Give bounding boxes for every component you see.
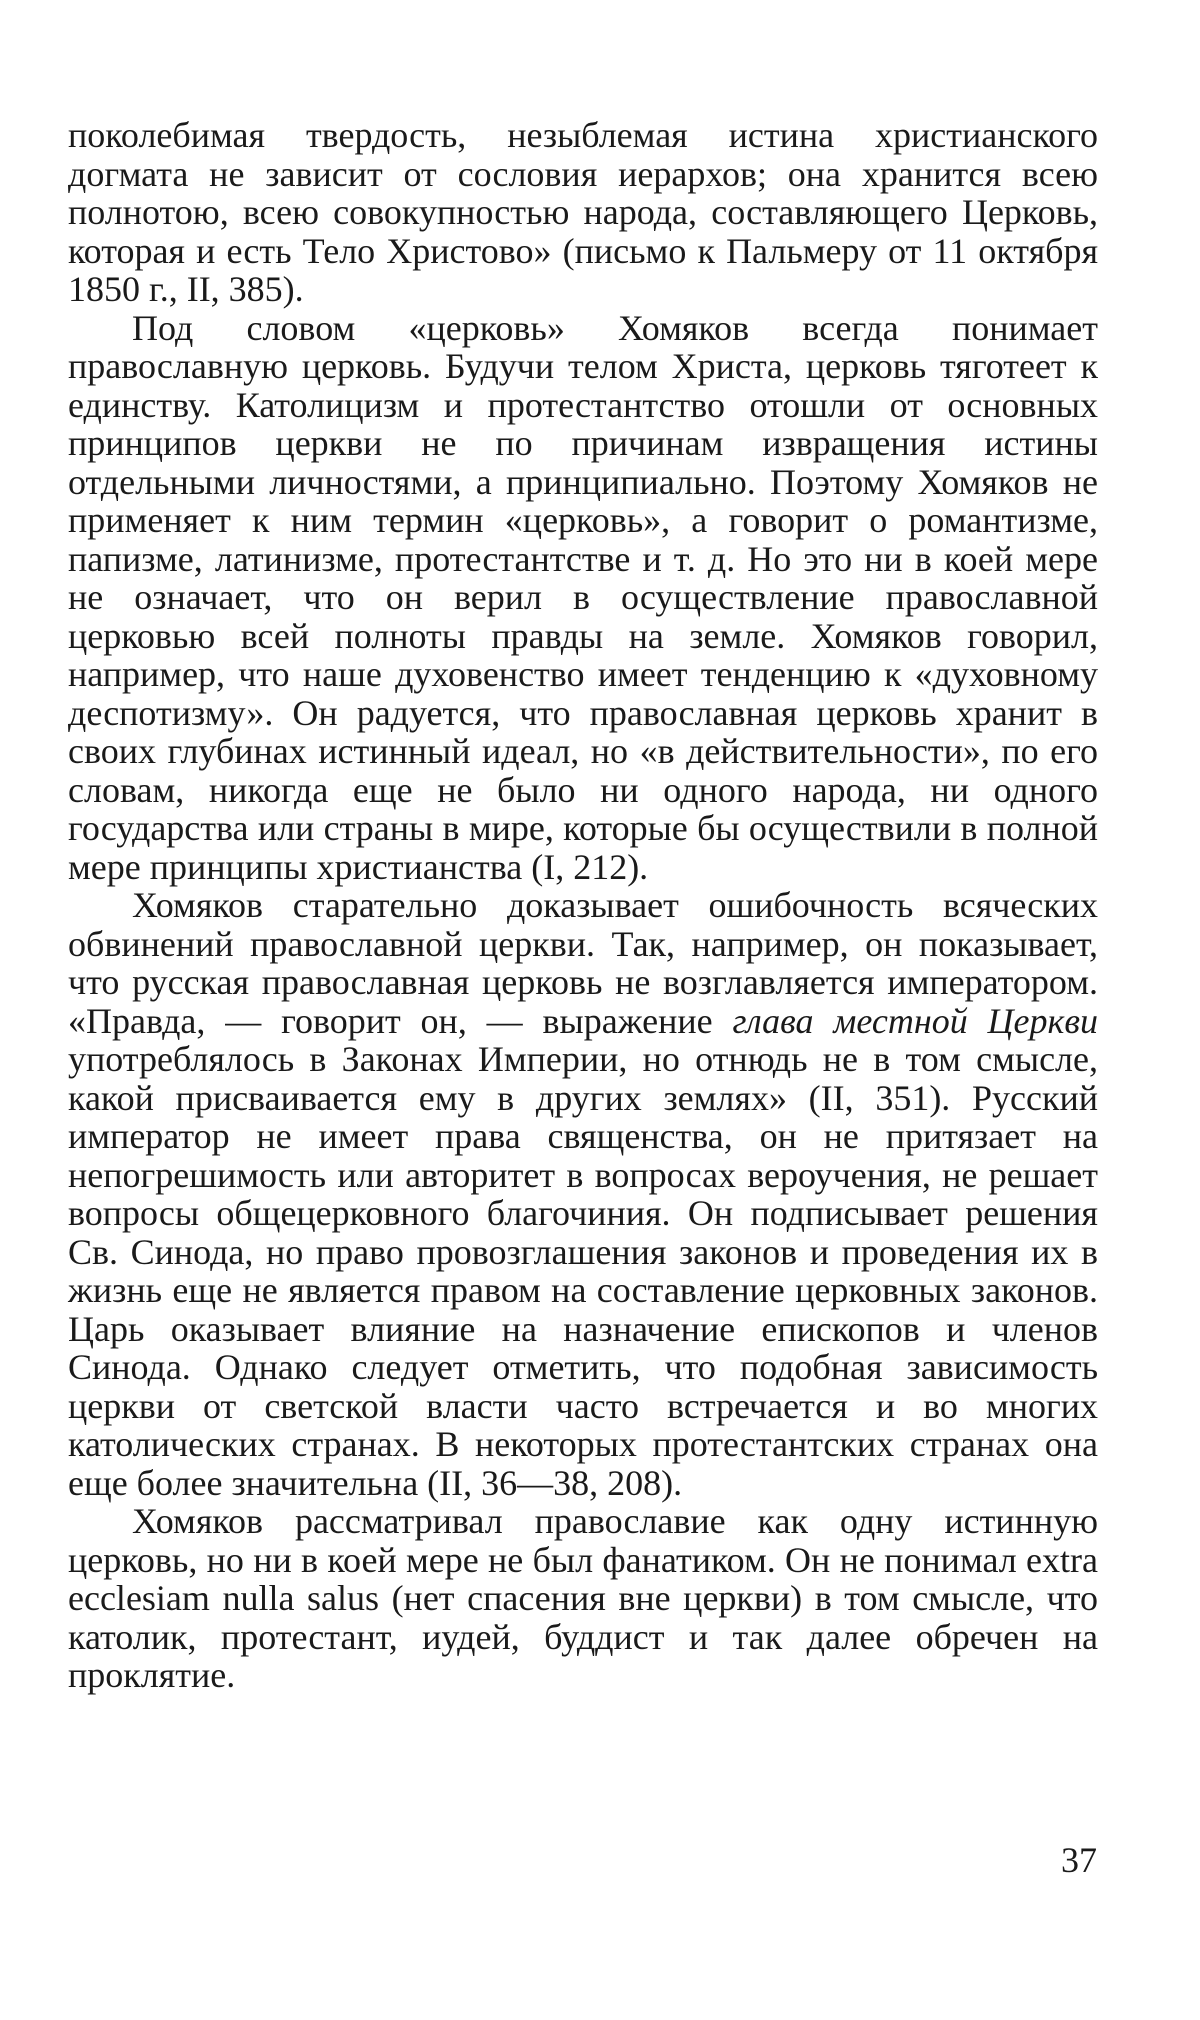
paragraph-1 bbox=[68, 116, 1098, 309]
page-body bbox=[68, 116, 1098, 1695]
paragraph-4-text: Хомяков рассматривал православие как одну истинную церковь, но ни в коей мере не был фанатиком. Он не понимал extra ecclesiam nulla salus (нет спасения вне церкви) в том смысле, что католик, протестант, иудей, буддист и так далее обречен на проклятие. bbox=[68, 1501, 1098, 1695]
paragraph-4 bbox=[68, 1502, 1098, 1695]
paragraph-3-italic-phrase: глава местной Церкви bbox=[732, 1000, 1098, 1041]
paragraph-3 bbox=[68, 886, 1098, 1502]
paragraph-1-text: поколебимая твердость, незыблемая истина христианского догмата не зависит от сословия иерархов; она хранится всею полнотою, всею совокупностью народа, составляющего Церковь, которая и есть Тело Христово» (письмо к Пальмеру от 11 октября 1850 г., II, 385). bbox=[68, 115, 1098, 309]
page-number: 37 bbox=[1061, 1840, 1097, 1880]
paragraph-2 bbox=[68, 309, 1098, 887]
paragraph-3-text-end: употреблялось в Законах Империи, но отнюдь не в том смысле, какой присваивается ему в других землях» (II, 351). Русский император не имеет права священства, он не притязает на непогрешимость или авторитет в вопросах вероучения, не решает вопросы общецерковного благочиния. Он подписывает решения Св. Синода, но право провозглашения законов и проведения их в жизнь еще не является правом на составление церковных законов. Царь оказывает влияние на назначение епископов и членов Синода. Однако следует отметить, что подобная зависимость церкви от светской власти часто встречается и во многих католических странах. В некоторых протестантских странах она еще более значительна (II, 36—38, 208). bbox=[68, 1039, 1098, 1503]
paragraph-3-text-start: Хомяков старательно доказывает ошибочность всяческих обвинений православной церкви. Так, например, он показывает, что русская православная церковь не возглавляется императором. «Правда, — говорит он, — выражение bbox=[68, 885, 1098, 1041]
paragraph-2-text: Под словом «церковь» Хомяков всегда понимает православную церковь. Будучи телом Христа, церковь тяготеет к единству. Католицизм и протестантство отошли от основных принципов церкви не по причинам извращения истины отдельными личностями, а принципиально. Поэтому Хомяков не применяет к ним термин «церковь», а говорит о романтизме, папизме, латинизме, протестантстве и т. д. Но это ни в коей мере не означает, что он верил в осуществление православной церковью всей полноты правды на земле. Хомяков говорил, например, что наше духовенство имеет тенденцию к «духовному деспотизму». Он радуется, что православная церковь хранит в своих глубинах истинный идеал, но «в действительности», по его словам, никогда еще не было ни одного народа, ни одного государства или страны в мире, которые бы осуществили в полной мере принципы христианства (I, 212). bbox=[68, 307, 1098, 887]
